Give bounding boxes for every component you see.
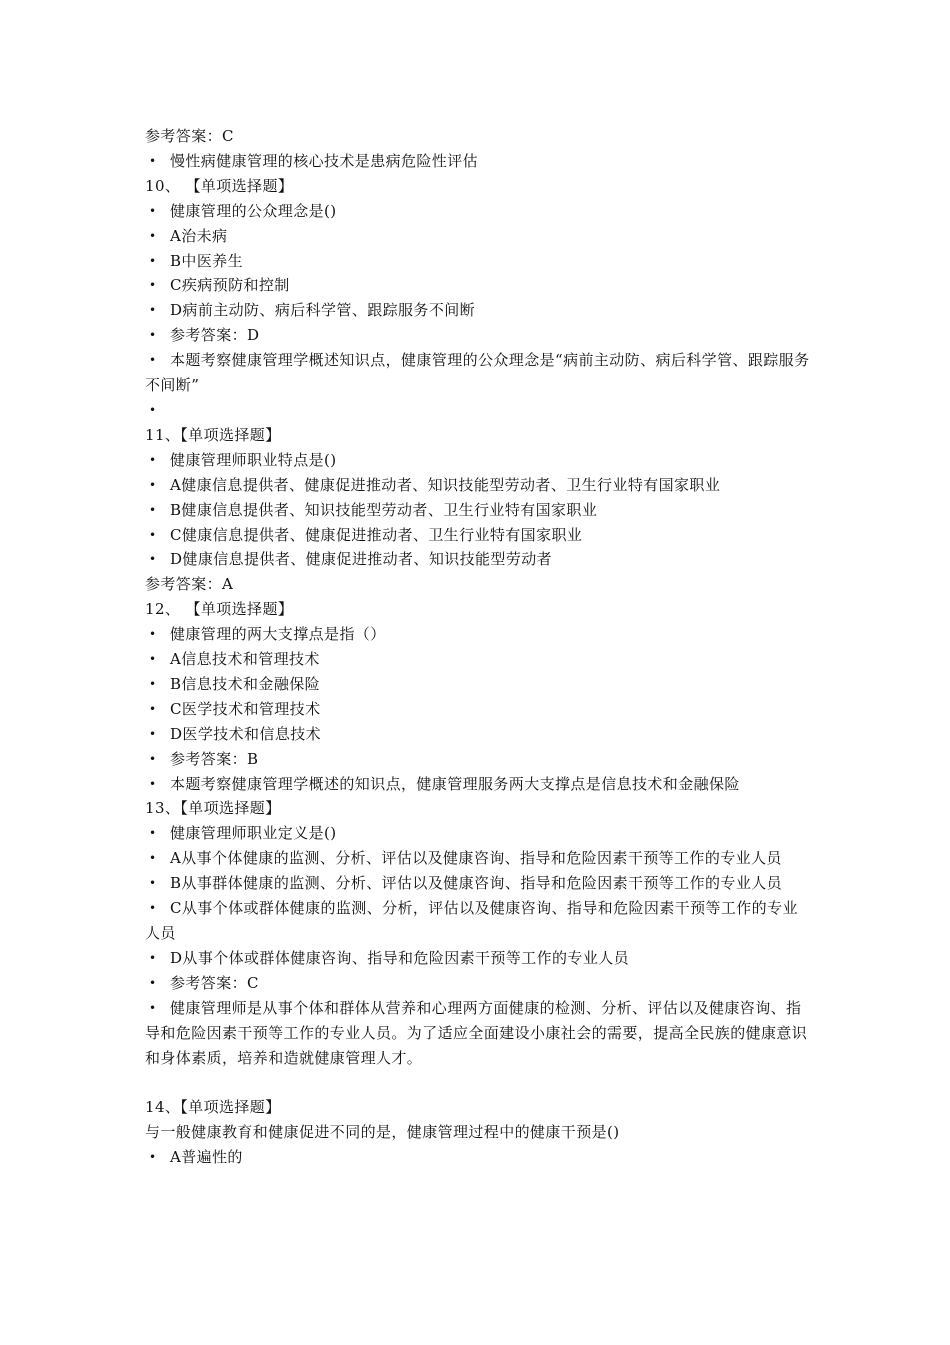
- bullet-line: • A信息技术和管理技术: [145, 647, 810, 672]
- bullet-line: • B中医养生: [145, 249, 810, 274]
- text-line: 11、【单项选择题】: [145, 425, 281, 444]
- text-line: 14、【单项选择题】: [145, 1098, 281, 1117]
- bullet-line: • B健康信息提供者、知识技能型劳动者、卫生行业特有国家职业: [145, 498, 810, 523]
- bullet-line: • 健康管理的公众理念是(): [145, 199, 810, 224]
- bullet-line: • D病前主动防、病后科学管、跟踪服务不间断: [145, 298, 810, 323]
- text-line: 12、 【单项选择题】: [145, 600, 294, 619]
- bullet-line: • 健康管理的两大支撑点是指（）: [145, 622, 810, 647]
- bullet-line: • C医学技术和管理技术: [145, 697, 810, 722]
- bullet-line: • 本题考察健康管理学概述知识点，健康管理的公众理念是“病前主动防、病后科学管、跟踪服务不间断”: [145, 348, 810, 398]
- bullet-line: • A健康信息提供者、健康促进推动者、知识技能型劳动者、卫生行业特有国家职业: [145, 473, 810, 498]
- bullet-line: • 健康管理师职业定义是(): [145, 821, 810, 846]
- text-line: 参考答案：A: [145, 575, 234, 594]
- bullet-line: • A治未病: [145, 224, 810, 249]
- bullet-line: • 健康管理师是从事个体和群体从营养和心理两方面健康的检测、分析、评估以及健康咨询、指导和危险因素干预等工作的专业人员。为了适应全面建设小康社会的需要，提高全民族的健康意识和身体素质，培养和造就健康管理人才。: [145, 996, 810, 1071]
- bullet-line: • C从事个体或群体健康的监测、分析，评估以及健康咨询、指导和危险因素干预等工作的专业人员: [145, 896, 810, 946]
- bullet-line: • 参考答案：C: [145, 971, 810, 996]
- bullet-line: • 本题考察健康管理学概述的知识点，健康管理服务两大支撑点是信息技术和金融保险: [145, 772, 810, 797]
- bullet-line: • D从事个体或群体健康咨询、指导和危险因素干预等工作的专业人员: [145, 946, 810, 971]
- bullet-line: • A普遍性的: [145, 1145, 810, 1170]
- text-line: 13、【单项选择题】: [145, 799, 281, 818]
- bullet-line: [145, 398, 810, 423]
- text-line: 与一般健康教育和健康促进不同的是，健康管理过程中的健康干预是(): [145, 1123, 620, 1142]
- bullet-line: • 慢性病健康管理的核心技术是患病危险性评估: [145, 149, 810, 174]
- bullet-line: • D健康信息提供者、健康促进推动者、知识技能型劳动者: [145, 547, 810, 572]
- bullet-line: • B信息技术和金融保险: [145, 672, 810, 697]
- text-line: 10、 【单项选择题】: [145, 176, 294, 195]
- bullet-line: • A从事个体健康的监测、分析、评估以及健康咨询、指导和危险因素干预等工作的专业人员: [145, 846, 810, 871]
- bullet-line: • C健康信息提供者、健康促进推动者、卫生行业特有国家职业: [145, 523, 810, 548]
- bullet-line: • C疾病预防和控制: [145, 273, 810, 298]
- bullet-line: • 健康管理师职业特点是(): [145, 448, 810, 473]
- bullet-line: • B从事群体健康的监测、分析、评估以及健康咨询、指导和危险因素干预等工作的专业人员: [145, 871, 810, 896]
- bullet-line: • D医学技术和信息技术: [145, 722, 810, 747]
- paragraph-gap: [145, 1070, 810, 1095]
- bullet-line: • 参考答案：B: [145, 747, 810, 772]
- document-body: [145, 124, 810, 1170]
- bullet-line: • 参考答案：D: [145, 323, 810, 348]
- text-line: 参考答案：C: [145, 127, 234, 145]
